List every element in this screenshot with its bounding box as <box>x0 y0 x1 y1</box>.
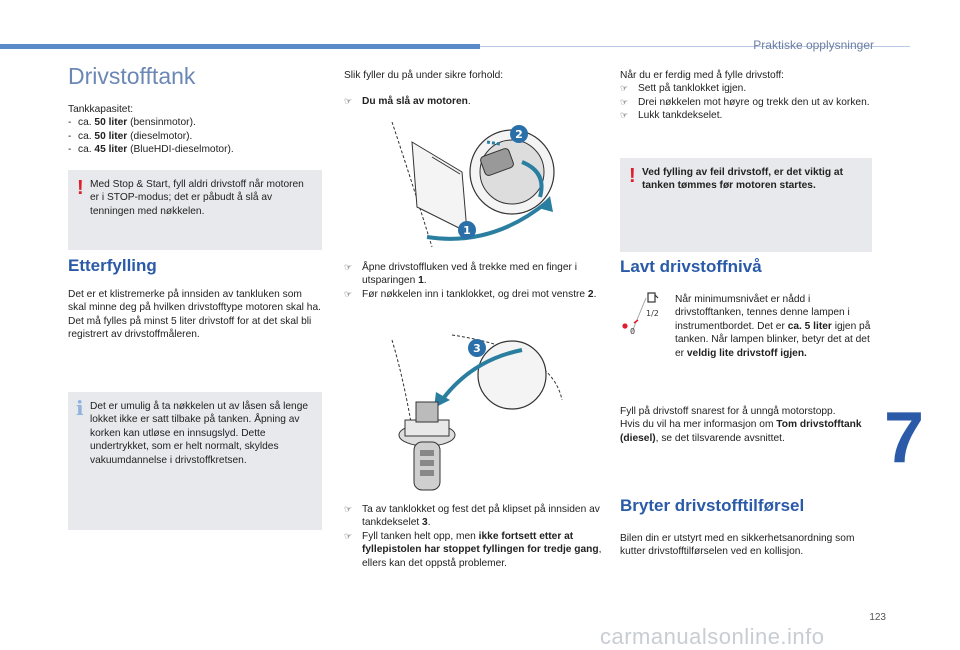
fill-soon-text: Fyll på drivstoff snarest for å unngå motorstopp. Hvis du vil ha mer informasjon om Tom drivstofftank (diesel), se det tilsvarende avsnittet. <box>620 406 862 444</box>
refill-text <box>68 288 322 342</box>
steps-cap-fill <box>344 503 602 570</box>
warning-text: Ved fylling av feil drivstoff, er det viktig at tanken tømmes før motoren startes. <box>642 167 843 192</box>
section-title: Praktiske opplysninger <box>753 38 874 52</box>
after-fill-intro: Når du er ferdig med å fylle drivstoff: <box>620 70 785 81</box>
after-fill-item: ☞ Sett på tanklokket igjen. <box>620 83 747 95</box>
capacity-item: - ca. 50 liter (dieselmotor). <box>68 130 193 142</box>
warning-icon: ! <box>77 177 84 199</box>
stop-start-warning-box <box>68 170 322 250</box>
warning-text: Med Stop & Start, fyll aldri drivstoff når motoren er i STOP-modus; det er påbudt å slå av tenningen med nøkkelen. <box>90 179 304 217</box>
capacity-block <box>68 103 318 157</box>
gauge-zero-label: 0 <box>630 327 636 336</box>
steps-open <box>344 261 602 301</box>
info-text: Det er umulig å ta nøkkelen ut av låsen så lenge lokket ikke er satt tilbake på tanken. Åpning av korken kan utløse en innsugslyd. Dette undertrykket, som er helt normalt, skyldes vakuumdannelse i drivstoffkretsen. <box>90 401 309 466</box>
info-box <box>68 392 322 530</box>
low-fuel-heading: Lavt drivstoffnivå <box>620 257 762 276</box>
after-fill-item: ☞ Lukk tankdekselet. <box>620 110 723 122</box>
refill-heading: Etterfylling <box>68 256 157 275</box>
gauge-half-label: 1/2 <box>646 309 659 318</box>
fuel-gauge-icon <box>616 290 666 338</box>
after-fill-item: ☞ Drei nøkkelen mot høyre og trekk den ut av korken. <box>620 96 870 108</box>
capacity-label: Tankkapasitet: <box>68 104 134 115</box>
fuel-flap-drawing <box>372 112 572 252</box>
illustration-badge-1: 1 <box>463 224 471 237</box>
warning-icon: ! <box>629 165 636 187</box>
step-item: ☞ Ta av tanklokket og fest det på klipset på innsiden av tankdekselet 3. <box>344 504 600 529</box>
safe-fill-intro: Slik fyller du på under sikre forhold: <box>344 70 504 81</box>
illustration-fuel-flap <box>372 112 572 252</box>
wrong-fuel-warning-box <box>620 158 872 252</box>
step-engine-off: ☞ Du må slå av motoren. <box>344 96 471 107</box>
chapter-number: 7 <box>884 398 925 478</box>
step-item: ☞ Før nøkkelen inn i tanklokket, og drei mot venstre 2. <box>344 288 597 300</box>
step-item: ☞ Fyll tanken helt opp, men ikke fortsett etter at fyllepistolen har stoppet fyllingen for tredje gang, ellers kan det oppstå problemer. <box>344 530 602 569</box>
page-title: Drivstofftank <box>68 63 196 89</box>
watermark: carmanualsonline.info <box>600 624 825 649</box>
page-number: 123 <box>869 612 886 623</box>
header-accent-bar <box>0 44 480 49</box>
after-fill-block <box>620 69 876 123</box>
refill-paragraph: Det er et klistremerke på innsiden av tankluken som skal minne deg på hvilken drivstofftype motoren skal ha. <box>68 289 321 314</box>
info-icon: i <box>76 396 84 420</box>
illustration-fuel-cap <box>372 330 572 495</box>
illustration-badge-2: 2 <box>515 128 523 141</box>
fuel-cutoff-heading: Bryter drivstofftilførsel <box>620 496 805 515</box>
low-fuel-text: Når minimumsnivået er nådd i drivstofftanken, tennes denne lampen i instrumentbordet. Det er ca. 5 liter igjen på tanken. Når lampen blinker, betyr det at det er veldig lite drivstoff igjen. <box>675 294 871 359</box>
capacity-item: - ca. 45 liter (BlueHDI-dieselmotor). <box>68 144 234 156</box>
fuel-cutoff-text: Bilen din er utstyrt med en sikkerhetsanordning som kutter drivstofftilførselen ved en kollisjon. <box>620 533 855 558</box>
refill-paragraph: Det må fylles på minst 5 liter drivstoff for at det skal bli registrert av drivstoffmåleren. <box>68 315 312 341</box>
illustration-badge-3: 3 <box>473 342 481 355</box>
fuel-cap-drawing <box>372 330 572 495</box>
step-item: ☞ Åpne drivstoffluken ved å trekke med en finger i utsparingen 1. <box>344 262 578 287</box>
capacity-item: - ca. 50 liter (bensinmotor). <box>68 117 196 129</box>
